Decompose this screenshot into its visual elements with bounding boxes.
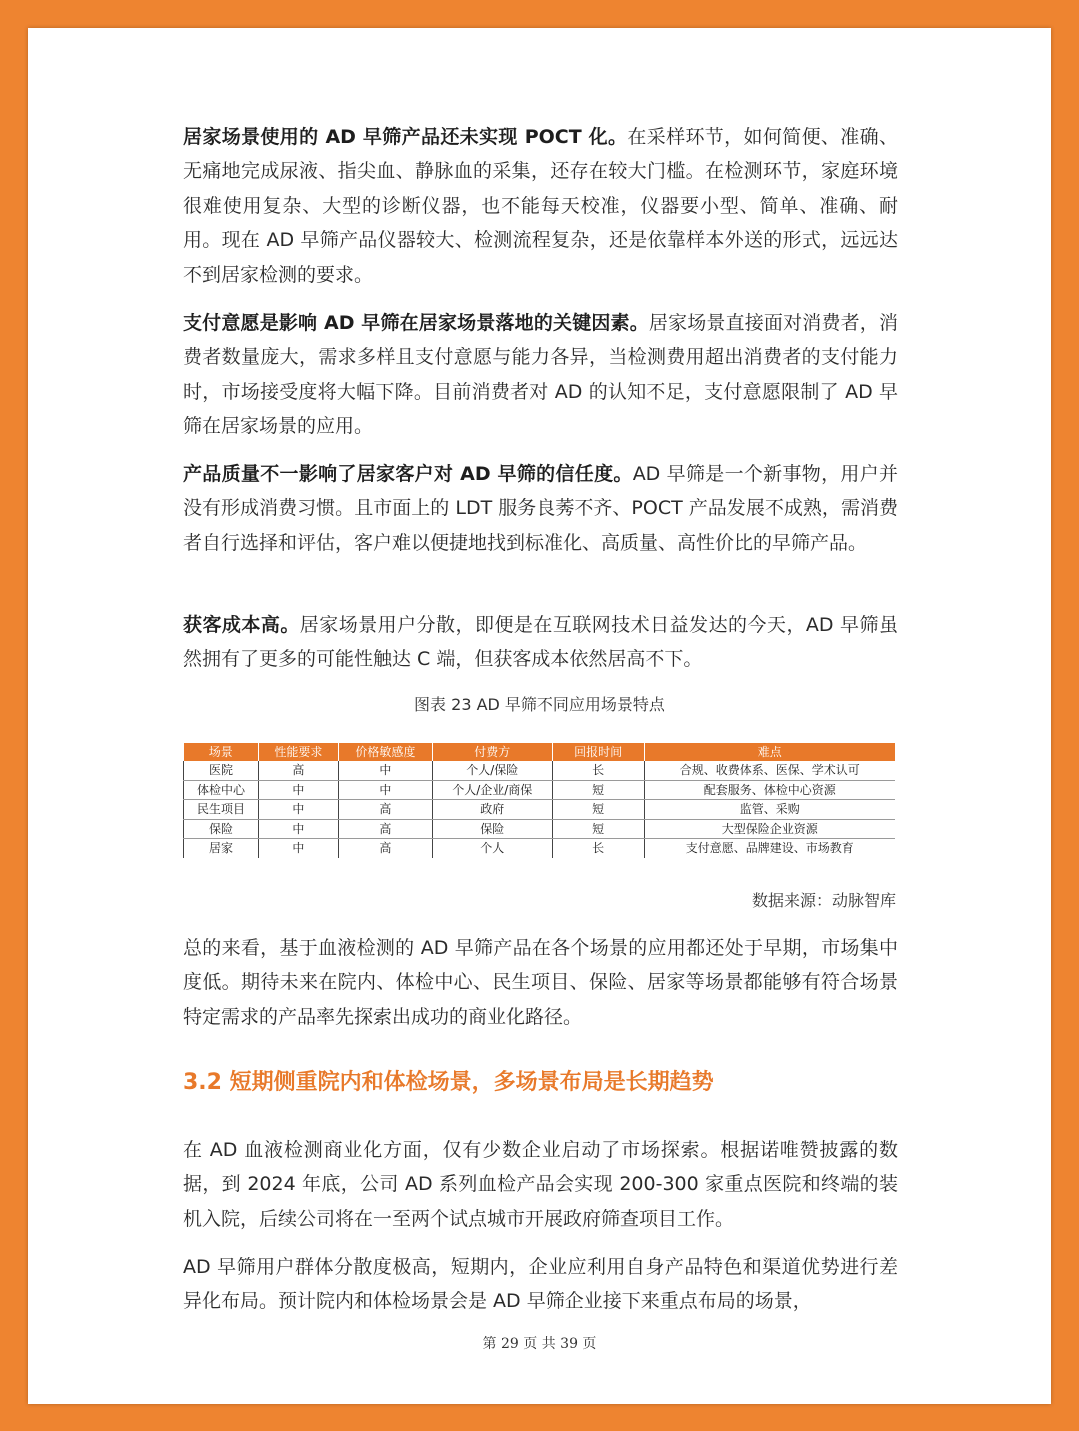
- table-cell: 高: [338, 800, 432, 820]
- table-cell: 中: [338, 761, 432, 780]
- table-cell: 短: [552, 780, 644, 800]
- paragraph-payment: [183, 306, 898, 444]
- table-cell: 政府: [432, 800, 552, 820]
- table-header-cell: 性能要求: [258, 743, 338, 761]
- table-row: [184, 761, 896, 780]
- table-cell: 合规、收费体系、医保、学术认可: [644, 761, 895, 780]
- table-cell: 中: [258, 780, 338, 800]
- table-cell: 个人: [432, 839, 552, 858]
- table-cell: 中: [258, 800, 338, 820]
- table-caption: 图表 23 AD 早筛不同应用场景特点: [414, 695, 665, 714]
- table-cell: 长: [552, 761, 644, 780]
- table-header-row: [184, 743, 896, 761]
- table-row: [184, 780, 896, 800]
- table-cell: 医院: [184, 761, 259, 780]
- table-header-cell: 价格敏感度: [338, 743, 432, 761]
- table-cell: 短: [552, 800, 644, 820]
- table-cell: 中: [258, 819, 338, 839]
- table-cell: 民生项目: [184, 800, 259, 820]
- table-cell: 短: [552, 819, 644, 839]
- paragraph-body: AD 早筛是一个新事物，用户并没有形成消费习惯。且市面上的 LDT 服务良莠不齐、POCT 产品发展不成熟，需消费者自行选择和评估，客户难以便捷地找到标准化、高质量、高性价比的早筛产品。: [183, 463, 898, 554]
- paragraph-body: 居家场景用户分散，即便是在互联网技术日益发达的今天，AD 早筛虽然拥有了更多的可能性触达 C 端，但获客成本依然居高不下。: [183, 614, 898, 671]
- table-cell: 个人/企业/商保: [432, 780, 552, 800]
- paragraph-body: 在采样环节，如何简便、准确、无痛地完成尿液、指尖血、静脉血的采集，还存在较大门槛。在检测环节，家庭环境很难使用复杂、大型的诊断仪器，也不能每天校准，仪器要小型、简单、准确、耐用。现在 AD 早筛产品仪器较大、检测流程复杂，还是依靠样本外送的形式，远远达不到居家检测的要求。: [183, 126, 898, 286]
- table-row: [184, 800, 896, 820]
- paragraph-commercialization: 在 AD 血液检测商业化方面，仅有少数企业启动了市场探索。根据诺唯赞披露的数据，到 2024 年底，公司 AD 系列血检产品会实现 200-300 家重点医院和终端的装机入院，后续公司将在一至两个试点城市开展政府筛查项目工作。: [183, 1139, 898, 1230]
- table-row: [184, 839, 896, 858]
- paragraph-quality: [183, 457, 898, 560]
- table-cell: 支付意愿、品牌建设、市场教育: [685, 841, 854, 856]
- table-cell: 长: [552, 839, 644, 858]
- table-cell: 配套服务、体检中心资源: [644, 780, 895, 800]
- table-cell: 大型保险企业资源: [644, 819, 895, 839]
- paragraph-strategy: AD 早筛用户群体分散度极高，短期内，企业应利用自身产品特色和渠道优势进行差异化布局。预计院内和体检场景会是 AD 早筛企业接下来重点布局的场景，: [183, 1256, 898, 1313]
- paragraph-lead: 获客成本高。: [183, 614, 300, 636]
- table-cell: 中: [258, 839, 338, 858]
- table-cell: 高: [338, 839, 432, 858]
- paragraph-summary: 总的来看，基于血液检测的 AD 早筛产品在各个场景的应用都还处于早期，市场集中度低。期待未来在院内、体检中心、民生项目、保险、居家等场景都能够有符合场景特定需求的产品率先探索出成功的商业化路径。: [183, 937, 898, 1028]
- table-cell: 居家: [184, 839, 259, 858]
- scenario-table: [183, 743, 895, 858]
- table-header-cell: 付费方: [432, 743, 552, 761]
- table-cell: 高: [258, 761, 338, 780]
- document-page: [28, 28, 1051, 1404]
- table-header-cell: 难点: [644, 743, 895, 761]
- page-number-footer: 第 29 页 共 39 页: [482, 1336, 597, 1352]
- paragraph-lead: 居家场景使用的 AD 早筛产品还未实现 POCT 化。: [183, 126, 628, 148]
- table-cell: 监管、采购: [644, 800, 895, 820]
- table-cell: 个人/保险: [432, 761, 552, 780]
- paragraph-poct: [183, 120, 898, 292]
- table-header-cell: 场景: [184, 743, 259, 761]
- table-cell: 保险: [432, 819, 552, 839]
- paragraph-lead: 产品质量不一影响了居家客户对 AD 早筛的信任度。: [183, 463, 633, 485]
- paragraph-body: 居家场景直接面对消费者，消费者数量庞大，需求多样且支付意愿与能力各异，当检测费用超出消费者的支付能力时，市场接受度将大幅下降。目前消费者对 AD 的认知不足，支付意愿限制了 AD 早筛在居家场景的应用。: [183, 312, 898, 438]
- table-cell: 中: [338, 780, 432, 800]
- paragraph-acquisition: [183, 608, 898, 677]
- table-cell: 高: [338, 819, 432, 839]
- table-header-cell: 回报时间: [552, 743, 644, 761]
- table-cell: 保险: [184, 819, 259, 839]
- table-cell: 体检中心: [184, 780, 259, 800]
- section-title: 3.2 短期侧重院内和体检场景，多场景布局是长期趋势: [183, 1070, 714, 1095]
- data-source-note: 数据来源：动脉智库: [751, 891, 896, 910]
- paragraph-lead: 支付意愿是影响 AD 早筛在居家场景落地的关键因素。: [183, 312, 649, 334]
- table-row: [184, 819, 896, 839]
